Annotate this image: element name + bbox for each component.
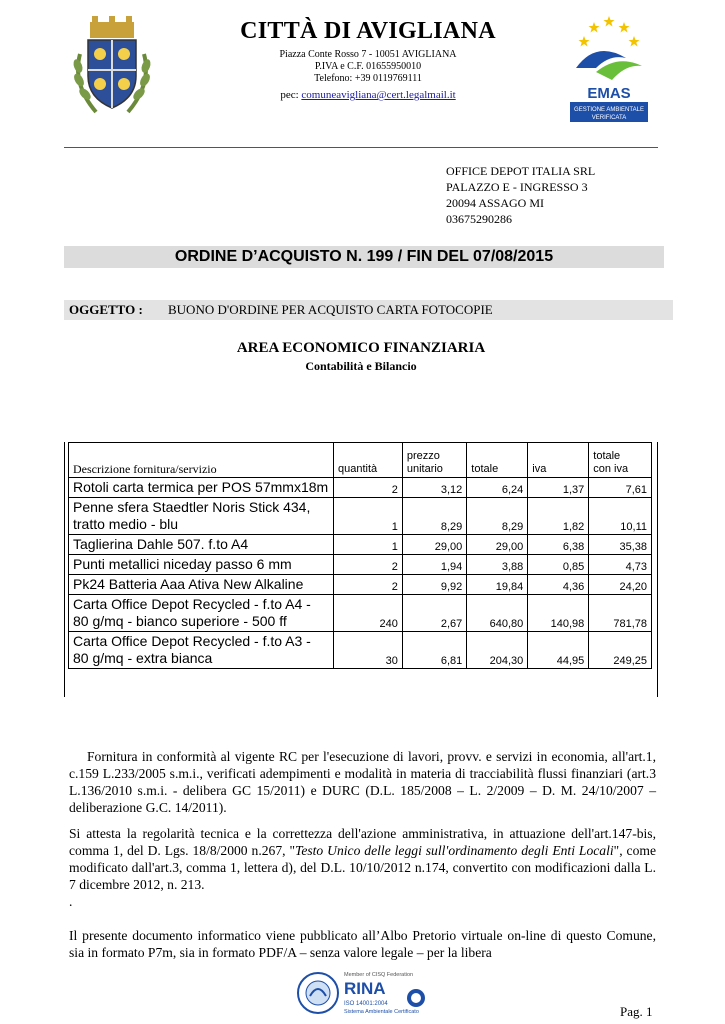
col-quantity: quantità: [334, 443, 403, 478]
table-row: [69, 632, 652, 669]
city-phone: Telefono: +39 0119769111: [314, 73, 422, 84]
table-row: [69, 575, 652, 595]
recipient-line: OFFICE DEPOT ITALIA SRL: [446, 164, 596, 178]
cell-total: 3,88: [467, 555, 528, 575]
recipient-line: 03675290286: [446, 212, 512, 226]
cell-unit-price: 3,12: [402, 478, 466, 498]
cell-total: 29,00: [467, 535, 528, 555]
pec-line: [170, 89, 566, 101]
cell-quantity: 2: [334, 478, 403, 498]
cell-vat: 0,85: [528, 555, 589, 575]
table-row: [69, 478, 652, 498]
city-crest-logo: [66, 14, 158, 122]
area-subtitle: Contabilità e Bilancio: [305, 359, 417, 373]
cell-vat: 44,95: [528, 632, 589, 669]
cell-unit-price: 29,00: [402, 535, 466, 555]
cell-total-with-vat: 249,25: [589, 632, 652, 669]
order-title: ORDINE D’ACQUISTO N. 199 / FIN DEL 07/08/2015: [174, 248, 554, 265]
col-vat: iva: [528, 443, 589, 478]
cell-unit-price: 1,94: [402, 555, 466, 575]
cell-total-with-vat: 35,38: [589, 535, 652, 555]
emas-sub1: GESTIONE AMBIENTALE: [574, 107, 644, 113]
paragraph-publication: Il presente documento informatico viene pubblicato all’Albo Pretorio virtuale on-line di questo Comune, sia in formato P7m, sia in formato PDF/A – senza valore legale – per la libera: [69, 928, 656, 960]
recipient-address: [446, 163, 595, 227]
emas-sub2: VERIFICATA: [591, 115, 627, 121]
cell-description: Pk24 Batteria Aaa Ativa New Alkaline: [69, 575, 334, 595]
cell-total-with-vat: 4,73: [589, 555, 652, 575]
recipient-line: 20094 ASSAGO MI: [446, 196, 545, 210]
table-row: [69, 535, 652, 555]
recipient-line: PALAZZO E - INGRESSO 3: [446, 180, 588, 194]
paragraph-attestation: Si attesta la regolarità tecnica e la correttezza dell'azione amministrativa, in attuazione dell'art.147-bis, comma 1, del D. Lgs. 18/8/2000 n.267, "Testo Unico delle leggi sull'ordinamento degli Enti Locali", come modificato dall'art.3, comma 1, lettera d), del D.L. 10/10/2012 n.174, convertito con modificazioni dalla L. 7 dicembre 2012, n. 213.: [69, 826, 656, 892]
pec-email-link[interactable]: comuneavigliana@cert.legalmail.it: [301, 89, 456, 101]
cell-description: Carta Office Depot Recycled - f.to A4 - 80 g/mq - bianco superiore - 500 ff: [69, 595, 334, 632]
cell-description: Taglierina Dahle 507. f.to A4: [69, 535, 334, 555]
cell-description: Punti metallici niceday passo 6 mm: [69, 555, 334, 575]
cell-total-with-vat: 781,78: [589, 595, 652, 632]
paragraph-conformity: Fornitura in conformità al vigente RC per l'esecuzione di lavori, provv. e servizi in economia, all'art.1, c.159 L.233/2005 s.m.i., verificati adempimenti e modalità in materia di tracciabilità flussi finanziari (art.3 L.136/2010 s.m.i. - delibera GC 15/2011) e DURC (D.L. 185/2008 – L. 2/2009 – D. M. 24/10/2007 – deliberazione G.C. 14/2011).: [69, 749, 656, 815]
table-row: [69, 498, 652, 535]
cell-vat: 6,38: [528, 535, 589, 555]
col-description: Descrizione fornitura/servizio: [69, 443, 334, 478]
cell-total-with-vat: 10,11: [589, 498, 652, 535]
cell-unit-price: 8,29: [402, 498, 466, 535]
rina-name: RINA: [344, 979, 386, 998]
cell-quantity: 1: [334, 498, 403, 535]
city-address: Piazza Conte Rosso 7 - 10051 AVIGLIANA: [279, 49, 457, 60]
cell-vat: 140,98: [528, 595, 589, 632]
cell-total-with-vat: 7,61: [589, 478, 652, 498]
emas-text: EMAS: [587, 85, 631, 102]
cell-unit-price: 2,67: [402, 595, 466, 632]
order-items-table: [68, 442, 652, 669]
table-row: [69, 595, 652, 632]
subject-label: OGGETTO :: [69, 302, 143, 317]
cell-total: 640,80: [467, 595, 528, 632]
rina-sga: Sistema Ambientale Certificato: [344, 1009, 419, 1015]
emas-logo: [566, 14, 652, 126]
rina-member-text: Member of CISQ Federation: [344, 972, 414, 978]
page-number: Pag. 1: [620, 1004, 653, 1019]
col-total: totale: [467, 443, 528, 478]
cell-total: 6,24: [467, 478, 528, 498]
cell-total-with-vat: 24,20: [589, 575, 652, 595]
cell-quantity: 2: [334, 575, 403, 595]
paragraph-dot: .: [69, 894, 73, 909]
cell-vat: 4,36: [528, 575, 589, 595]
table-row: [69, 555, 652, 575]
table-header-row: [69, 443, 652, 478]
cell-quantity: 1: [334, 535, 403, 555]
city-vat: P.IVA e C.F. 01655950010: [314, 61, 422, 72]
col-unit-price: prezzo unitario: [402, 443, 466, 478]
subject-text: BUONO D'ORDINE PER ACQUISTO CARTA FOTOCOPIE: [168, 302, 493, 317]
cell-quantity: 30: [334, 632, 403, 669]
cell-unit-price: 9,92: [402, 575, 466, 595]
cell-total: 204,30: [467, 632, 528, 669]
cell-total: 8,29: [467, 498, 528, 535]
area-title: AREA ECONOMICO FINANZIARIA: [236, 340, 486, 356]
cell-quantity: 240: [334, 595, 403, 632]
rina-certification-logo: [296, 968, 430, 1018]
rina-iso: ISO 14001:2004: [344, 1001, 388, 1007]
col-total-with-vat: totale con iva: [589, 443, 652, 478]
cell-description: Carta Office Depot Recycled - f.to A3 - 80 g/mq - extra bianca: [69, 632, 334, 669]
cell-description: Penne sfera Staedtler Noris Stick 434, tratto medio - blu: [69, 498, 334, 535]
pec-label: pec:: [280, 89, 299, 101]
header-rule: [64, 147, 658, 148]
city-title: CITTÀ DI AVIGLIANA: [240, 18, 496, 44]
cell-description: Rotoli carta termica per POS 57mmx18m: [69, 478, 334, 498]
cell-vat: 1,82: [528, 498, 589, 535]
cell-total: 19,84: [467, 575, 528, 595]
cell-unit-price: 6,81: [402, 632, 466, 669]
cell-vat: 1,37: [528, 478, 589, 498]
cell-quantity: 2: [334, 555, 403, 575]
